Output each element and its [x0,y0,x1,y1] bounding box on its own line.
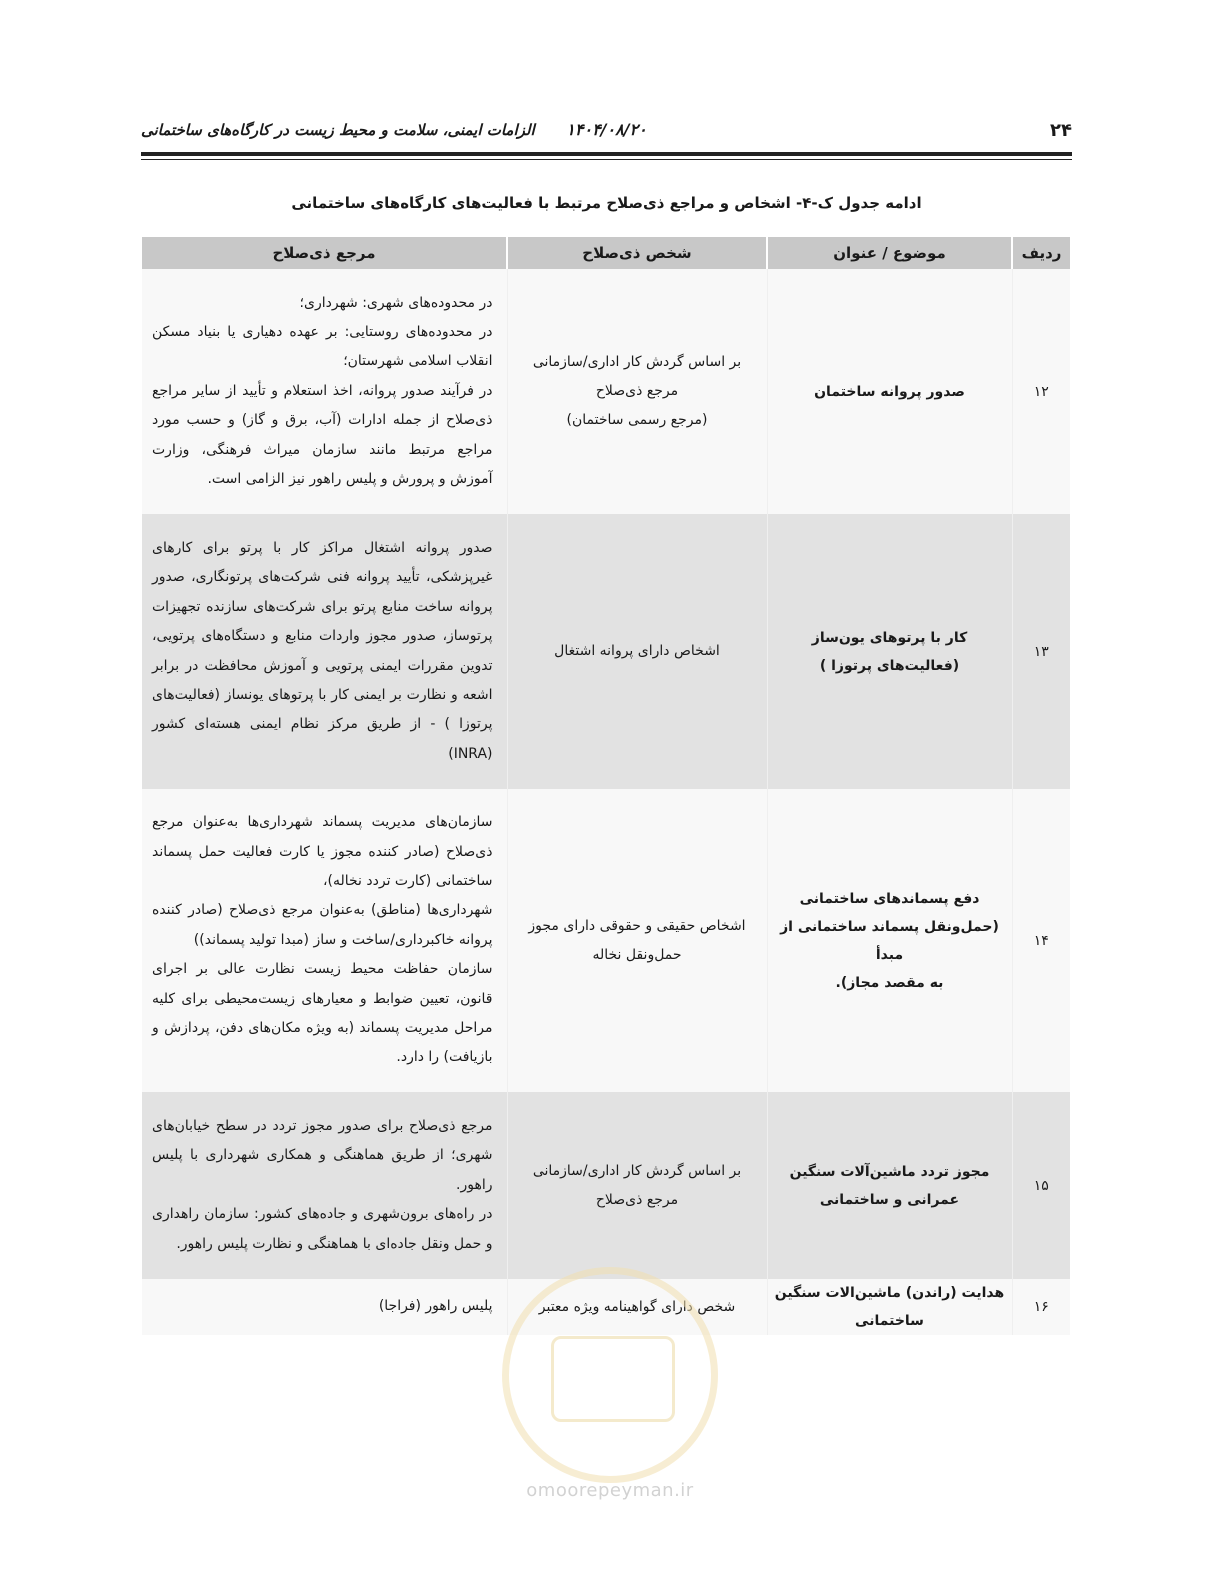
reference-cell [142,1092,507,1279]
reference-paragraph: پلیس راهور (فراجا) [378,1298,493,1315]
table-row [142,269,1070,514]
row-number-cell: ۱۶ [1012,1279,1070,1335]
header-rule-thick [141,152,1072,156]
person-line: اشخاص حقیقی و حقوقی دارای مجوز [528,917,746,934]
subject-line: مجوز تردد ماشین‌آلات سنگین [789,1163,990,1180]
table-header-row [142,237,1070,269]
row-number-cell: ۱۳ [1012,514,1070,789]
running-title: الزامات ایمنی، سلامت و محیط زیست در کارگاه‌های ساختمانی [141,121,535,139]
person-line: اشخاص دارای پروانه اشتغال [554,643,720,659]
subject-line: عمرانی و ساختمانی [819,1191,960,1208]
table-caption: ادامه جدول ک-۴- اشخاص و مراجع ذی‌صلاح مرتبط با فعالیت‌های کارگاه‌های ساختمانی [291,194,922,212]
subject-line: دفع پسماندهای ساختمانی [799,890,980,907]
table-row [142,1092,1070,1279]
col-header-person: شخص ذی‌صلاح [507,237,767,269]
person-cell [507,1279,767,1335]
col-header-row-no: ردیف [1012,237,1070,269]
person-line: (مرجع رسمی ساختمان) [566,412,708,428]
header-rule-thin [141,159,1072,160]
person-line: شخص دارای گواهینامه ویژه معتبر [538,1298,736,1315]
person-line: مرجع ذی‌صلاح [595,1191,679,1208]
reference-cell [142,269,507,514]
reference-paragraph: سازمان حفاظت محیط زیست نظارت عالی بر اجرای قانون، تعیین ضوابط و معیارهای زیست‌محیطی برای کلیه مراحل مدیریت پسماند (به ویژه مکان‌های دفن، پردازش و بازیافت) را دارد. [152,961,493,1066]
authorities-table [142,237,1070,1335]
reference-cell [142,789,507,1092]
person-line: بر اساس گردش کار اداری/سازمانی [532,1162,742,1179]
table-body [142,269,1070,1335]
row-number-cell: ۱۲ [1012,269,1070,514]
subject-line: صدور پروانه ساختمان [814,383,965,400]
reference-paragraph: شهرداری‌ها (مناطق) به‌عنوان مرجع ذی‌صلاح (صادر کننده پروانه خاکبرداری/ساخت و ساز (مبدا تولید پسماند)) [152,902,493,948]
person-cell [507,1092,767,1279]
person-line: مرجع ذی‌صلاح [595,383,679,399]
table-row [142,789,1070,1092]
col-header-subject: موضوع / عنوان [767,237,1012,269]
subject-line: به مقصد مجاز). [835,974,944,991]
header-date: ۱۴۰۴/۰۸/۲۰ [566,120,647,139]
reference-cell [142,514,507,789]
subject-line: کار با پرتوهای یون‌ساز [811,629,968,646]
subject-line: ساختمانی [855,1313,924,1329]
person-cell [507,789,767,1092]
subject-cell [767,789,1012,1092]
reference-paragraph: در محدوده‌های روستایی: بر عهده دهیاری یا بنیاد مسکن انقلاب اسلامی شهرستان؛ [152,323,493,370]
reference-paragraph: سازمان‌های مدیریت پسماند شهرداری‌ها به‌عنوان مرجع ذی‌صلاح (صادر کننده مجوز یا کارت فعالیت حمل پسماند ساختمانی (کارت تردد نخاله)، [152,814,493,889]
page-header [141,118,1072,148]
reference-paragraph: در راه‌های برون‌شهری و جاده‌های کشور: سازمان راهداری و حمل ونقل جاده‌ای با هماهنگی و نظارت پلیس راهور. [152,1206,493,1252]
reference-paragraph: در محدوده‌های شهری: شهرداری؛ [299,294,493,311]
subject-cell [767,1092,1012,1279]
reference-cell [142,1279,507,1335]
reference-paragraph: در فرآیند صدور پروانه، اخذ استعلام و تأیید از سایر مراجع ذی‌صلاح از جمله ادارات (آب، برق و گاز) و حسب مورد مراجع مرتبط مانند سازمان میراث فرهنگی، وزارت آموزش و پرورش و پلیس راهور نیز الزامی است. [152,382,493,488]
subject-line: (فعالیت‌های پرتوزا ) [819,657,960,674]
row-number-cell: ۱۵ [1012,1092,1070,1279]
reference-paragraph: مرجع ذی‌صلاح برای صدور مجوز تردد در سطح خیابان‌های شهری؛ از طریق هماهنگی و همکاری شهرداری با پلیس راهور. [152,1117,493,1193]
person-cell [507,269,767,514]
table-row [142,514,1070,789]
person-line: حمل‌ونقل نخاله [592,946,682,963]
subject-cell [767,269,1012,514]
reference-paragraph: صدور پروانه اشتغال مراکز کار با پرتو برای کارهای غیرپزشکی، تأیید پروانه فنی شرکت‌های پرتونگاری، صدور پروانه ساخت منابع پرتو برای شرکت‌های سازنده تجهیزات پرتوساز، صدور مجوز واردات منابع و دستگاه‌های پرتویی، تدوین مقررات ایمنی پرتویی و آموزش محافظت در برابر اشعه و نظارت بر ایمنی کار با پرتوهای یونساز (فعالیت‌های پرتوزا ) - از طریق مرکز نظام ایمنی هسته‌ای کشور (INRA) [152,539,493,762]
col-header-reference: مرجع ذی‌صلاح [142,237,507,269]
person-cell [507,514,767,789]
subject-cell [767,1279,1012,1335]
page-number: ۲۴ [1050,120,1072,141]
person-line: بر اساس گردش کار اداری/سازمانی [532,354,742,370]
subject-line: (حمل‌ونقل پسماند ساختمانی از مبدأ [780,918,999,963]
row-number-cell: ۱۴ [1012,789,1070,1092]
subject-line: هدایت (راندن) ماشین‌الات سنگین [774,1285,1005,1301]
table-row [142,1279,1070,1335]
watermark-site: omoorepeyman.ir [526,1480,694,1501]
subject-cell [767,514,1012,789]
